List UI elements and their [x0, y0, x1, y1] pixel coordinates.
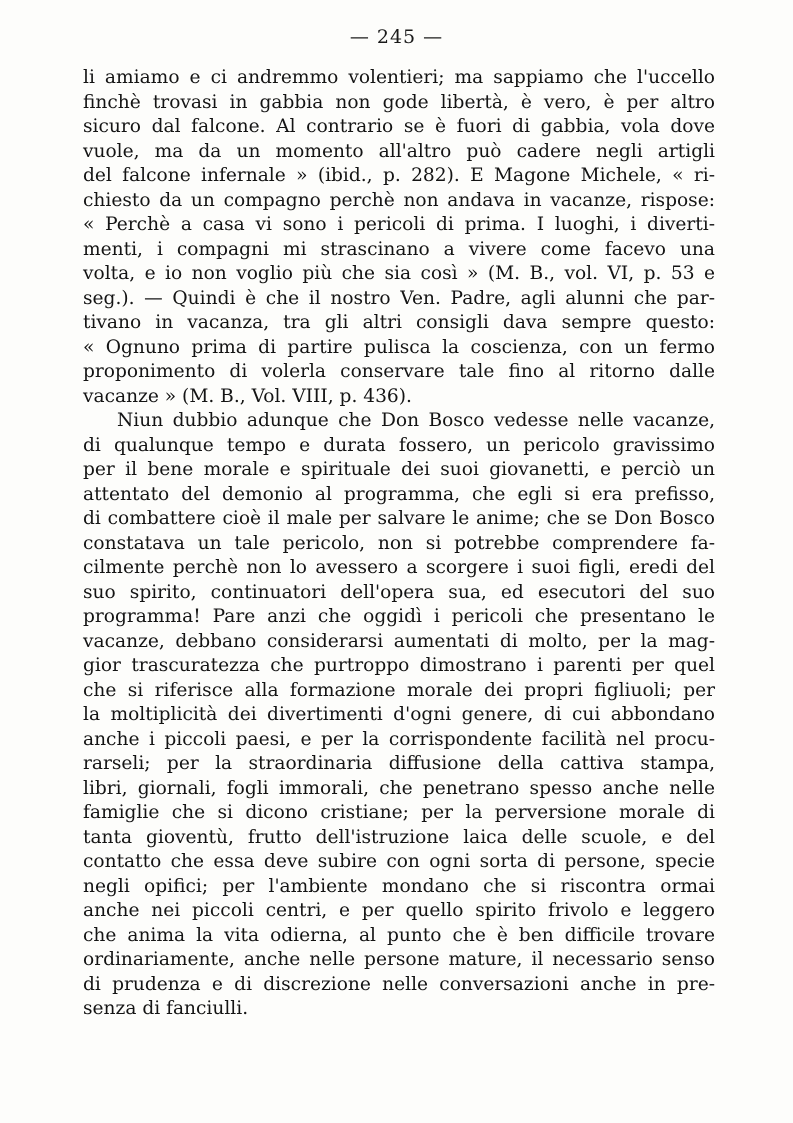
text-line: per il bene morale e spirituale dei suoi giovanetti, e perciò un [83, 459, 715, 480]
body-text [83, 66, 715, 1022]
text-line: gior trascuratezza che purtroppo dimostrano i parenti per quel [83, 655, 715, 676]
text-line: ordinariamente, anche nelle persone mature, il necessario senso [83, 949, 715, 970]
text-line: vuole, ma da un momento all'altro può cadere negli artigli [83, 140, 715, 162]
text-line: cilmente perchè non lo avessero a scorgere i suoi figli, eredi del [83, 557, 715, 578]
text-line: di prudenza e di discrezione nelle conversazioni anche in pre- [83, 973, 715, 995]
text-line: programma! Pare anzi che oggidì i pericoli che presentano le [83, 606, 715, 627]
text-line: tivano in vacanza, tra gli altri consigli dava sempre questo: [83, 312, 715, 333]
text-line: vacanze, debbano considerarsi aumentati di molto, per la mag- [83, 630, 715, 652]
text-line: negli opifici; per l'ambiente mondano che si riscontra ormai [83, 875, 715, 897]
text-line: chiesto da un compagno perchè non andava in vacanze, rispose: [83, 189, 715, 211]
text-line: volta, e io non voglio più che sia così » (M. B., vol. VI, p. 53 e [83, 263, 715, 284]
text-line: Niun dubbio adunque che Don Bosco vedesse nelle vacanze, [117, 410, 715, 431]
text-line: anche i piccoli paesi, e per la corrispondente facilità nel procu- [83, 728, 715, 750]
text-line: sicuro dal falcone. Al contrario se è fuori di gabbia, vola dove [83, 116, 715, 137]
text-line: « Perchè a casa vi sono i pericoli di prima. I luoghi, i diverti- [83, 214, 715, 235]
text-line: che si riferisce alla formazione morale dei propri figliuoli; per [83, 679, 715, 701]
text-line: seg.). — Quindi è che il nostro Ven. Padre, agli alunni che par- [83, 287, 715, 309]
text-line: senza di fanciulli. [83, 998, 249, 1019]
text-line: « Ognuno prima di partire pulisca la coscienza, con un fermo [83, 336, 715, 358]
text-line: libri, giornali, fogli immorali, che penetrano spesso anche nelle [83, 777, 715, 799]
text-line: attentato del demonio al programma, che egli si era prefisso, [83, 483, 715, 505]
text-line: proponimento di volerla conservare tale fino al ritorno dalle [83, 361, 715, 382]
text-line: di qualunque tempo e durata fossero, un pericolo gravissimo [83, 434, 715, 456]
text-line: suo spirito, continuatori dell'opera sua, ed esecutori del suo [83, 581, 715, 603]
text-line: che anima la vita odierna, al punto che è ben difficile trovare [83, 924, 715, 946]
text-line: finchè trovasi in gabbia non gode libertà, è vero, è per altro [83, 91, 715, 113]
text-line: vacanze » (M. B., Vol. VIII, p. 436). [83, 385, 412, 407]
text-line: li amiamo e ci andremmo volentieri; ma sappiamo che l'uccello [83, 67, 715, 88]
text-line: menti, i compagni mi strascinano a vivere come facevo una [83, 238, 715, 260]
text-line: famiglie che si dicono cristiane; per la perversione morale di [83, 802, 715, 823]
text-line: contatto che essa deve subire con ogni sorta di persone, specie [83, 851, 715, 872]
text-line: tanta gioventù, frutto dell'istruzione laica delle scuole, e del [83, 826, 715, 848]
text-line: constatava un tale pericolo, non si potrebbe comprendere fa- [83, 532, 715, 554]
text-line: la moltiplicità dei divertimenti d'ogni genere, di cui abbondano [83, 704, 715, 725]
text-line: anche nei piccoli centri, e per quello spirito frivolo e leggero [83, 900, 715, 921]
text-line: di combattere cioè il male per salvare le anime; che se Don Bosco [83, 508, 715, 529]
text-line: rarseli; per la straordinaria diffusione della cattiva stampa, [83, 753, 715, 774]
text-line: del falcone infernale » (ibid., p. 282). E Magone Michele, « ri- [83, 165, 715, 186]
page-number: — 245 — [349, 26, 444, 48]
